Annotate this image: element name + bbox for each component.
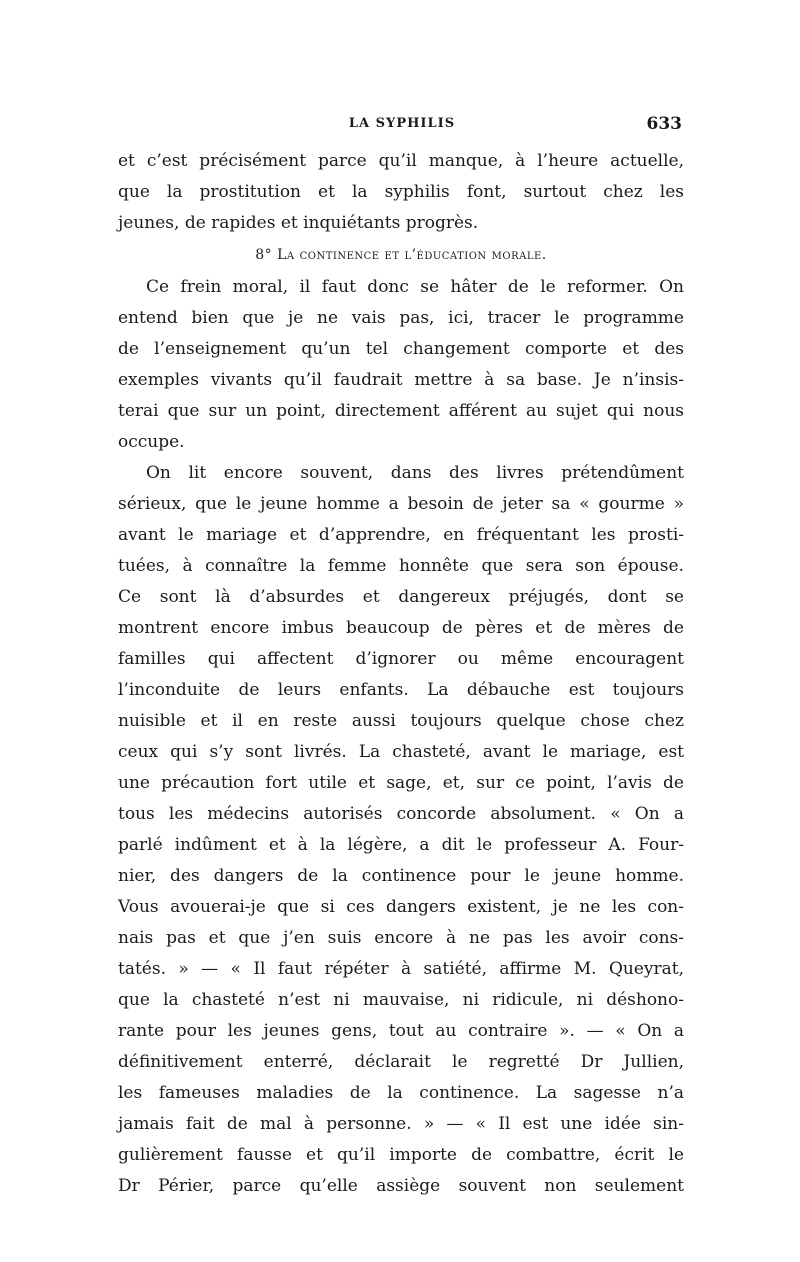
text-line: tatés. » — « Il faut répéter à satiété, affirme M. Queyrat, xyxy=(118,959,684,979)
text-line: jamais fait de mal à personne. » — « Il est une idée sin- xyxy=(118,1114,684,1134)
text-line: avant le mariage et d’apprendre, en fréquentant les prosti- xyxy=(118,525,684,545)
text-line: rante pour les jeunes gens, tout au contraire ». — « On a xyxy=(118,1021,684,1041)
text-line: les fameuses maladies de la continence. La sagesse n’a xyxy=(118,1083,684,1103)
text-line: sérieux, que le jeune homme a besoin de jeter sa « gourme » xyxy=(118,494,684,514)
text-line: montrent encore imbus beaucoup de pères et de mères de xyxy=(118,618,684,638)
text-line: Vous avouerai-je que si ces dangers existent, je ne les con- xyxy=(118,897,684,917)
text-line: entend bien que je ne vais pas, ici, tracer le programme xyxy=(118,308,684,328)
text-line: définitivement enterré, déclarait le regretté Dr Jullien, xyxy=(118,1052,684,1072)
text-line: que la prostitution et la syphilis font, surtout chez les xyxy=(118,182,684,202)
text-line: Dr Périer, parce qu’elle assiège souvent non seulement xyxy=(118,1176,684,1196)
text-line: terai que sur un point, directement afférent au sujet qui nous xyxy=(118,401,684,421)
text-line: l’inconduite de leurs enfants. La débauche est toujours xyxy=(118,680,684,700)
text-line: parlé indûment et à la légère, a dit le professeur A. Four- xyxy=(118,835,684,855)
text-line: nais pas et que j’en suis encore à ne pas les avoir cons- xyxy=(118,928,684,948)
running-title: LA SYPHILIS xyxy=(348,116,456,131)
text-line: occupe. xyxy=(118,432,185,452)
text-line: nuisible et il en reste aussi toujours quelque chose chez xyxy=(118,711,684,731)
text-line: et c’est précisément parce qu’il manque, à l’heure actuelle, xyxy=(118,151,684,171)
text-line: que la chasteté n’est ni mauvaise, ni ridicule, ni déshono- xyxy=(118,990,684,1010)
text-line: Ce frein moral, il faut donc se hâter de le reformer. On xyxy=(146,277,684,297)
text-line: tuées, à connaître la femme honnête que sera son épouse. xyxy=(118,556,684,576)
text-line: exemples vivants qu’il faudrait mettre à sa base. Je n’insis- xyxy=(118,370,684,390)
text-line: une précaution fort utile et sage, et, sur ce point, l’avis de xyxy=(118,773,684,793)
text-line: nier, des dangers de la continence pour le jeune homme. xyxy=(118,866,684,886)
text-line: Ce sont là d’absurdes et dangereux préjugés, dont se xyxy=(118,587,684,607)
page-number: 633 xyxy=(646,114,682,134)
text-line: gulièrement fausse et qu’il importe de combattre, écrit le xyxy=(118,1145,684,1165)
text-line: On lit encore souvent, dans des livres prétendûment xyxy=(146,463,684,483)
text-line: ceux qui s’y sont livrés. La chasteté, avant le mariage, est xyxy=(118,742,684,762)
section-heading: 8° La continence et l’éducation morale. xyxy=(255,247,547,263)
body-text xyxy=(118,146,684,1202)
text-line: tous les médecins autorisés concorde absolument. « On a xyxy=(118,804,684,824)
running-head xyxy=(118,116,686,136)
text-line: de l’enseignement qu’un tel changement comporte et des xyxy=(118,339,684,359)
text-line: familles qui affectent d’ignorer ou même encouragent xyxy=(118,649,684,669)
text-line: jeunes, de rapides et inquiétants progrès. xyxy=(118,213,479,233)
